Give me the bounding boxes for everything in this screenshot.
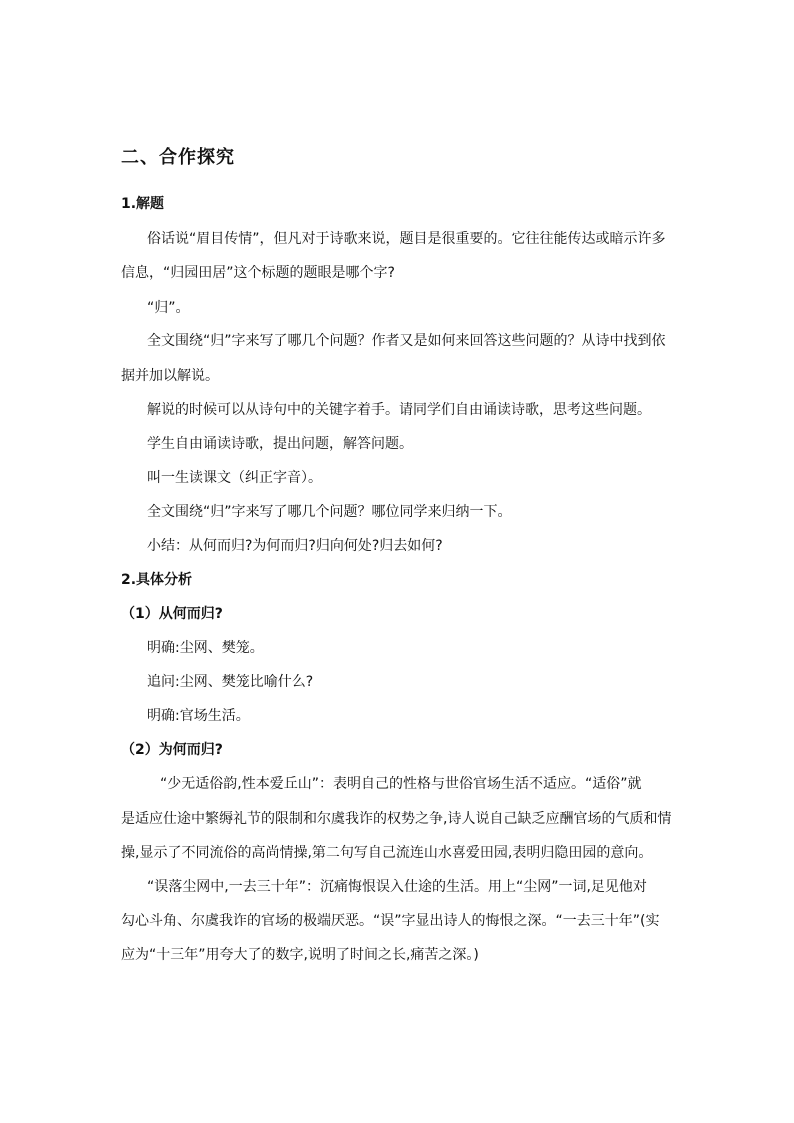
paragraph-line: 操,显示了不同流俗的高尚情操,第二句写自己流连山水喜爱田园,表明归隐田园的意向。 bbox=[121, 845, 653, 861]
paragraph-line: 明确:官场生活。 bbox=[147, 708, 250, 724]
question-heading-2: （2）为何而归? bbox=[121, 742, 223, 758]
paragraph-line: 应为“十三年”用夸大了的数字,说明了时间之长,痛苦之深。) bbox=[121, 947, 479, 963]
paragraph-line: 全文围绕“归”字来写了哪几个问题？作者又是如何来回答这些问题的？从诗中找到依 bbox=[147, 333, 666, 349]
paragraph-line: 叫一生读课文（纠正字音）。 bbox=[147, 470, 322, 486]
question-heading-1: （1）从何而归? bbox=[121, 606, 223, 622]
paragraph-line: “误落尘网中,一去三十年”：沉痛悔恨误入仕途的生活。用上“尘网”一词,足见他对 bbox=[147, 879, 647, 895]
paragraph-line: 信息，“归园田居”这个标题的题眼是哪个字? bbox=[121, 265, 395, 281]
subsection-heading-2: 2.具体分析 bbox=[121, 572, 193, 588]
paragraph-line: 追问:尘网、樊笼比喻什么? bbox=[147, 674, 314, 690]
section-title: 二、合作探究 bbox=[121, 147, 235, 168]
paragraph-line: 据并加以解说。 bbox=[121, 368, 219, 384]
paragraph-line: 全文围绕“归”字来写了哪几个问题？哪位同学来归纳一下。 bbox=[147, 504, 512, 520]
paragraph-line: 明确:尘网、樊笼。 bbox=[147, 640, 264, 656]
paragraph-line: 俗话说“眉目传情”，但凡对于诗歌来说，题目是很重要的。它往往能传达或暗示许多 bbox=[147, 231, 666, 247]
paragraph-line: 解说的时候可以从诗句中的关键字着手。请同学们自由诵读诗歌，思考这些问题。 bbox=[147, 402, 651, 418]
paragraph-line: “少无适俗韵,性本爱丘山”：表明自己的性格与世俗官场生活不适应。“适俗”就 bbox=[160, 776, 642, 792]
paragraph-line: 学生自由诵读诗歌，提出问题，解答问题。 bbox=[147, 436, 413, 452]
paragraph-line: 勾心斗角、尔虞我诈的官场的极端厌恶。“误”字显出诗人的悔恨之深。“一去三十年”(实 bbox=[121, 913, 660, 929]
answer-line: “归”。 bbox=[147, 300, 190, 316]
summary-line: 小结：从何而归?为何而归?归向何处?归去如何? bbox=[147, 538, 443, 554]
subsection-heading-1: 1.解题 bbox=[121, 196, 165, 212]
paragraph-line: 是适应仕途中繁缛礼节的限制和尔虞我诈的权势之争,诗人说自己缺乏应酬官场的气质和情 bbox=[121, 811, 672, 827]
